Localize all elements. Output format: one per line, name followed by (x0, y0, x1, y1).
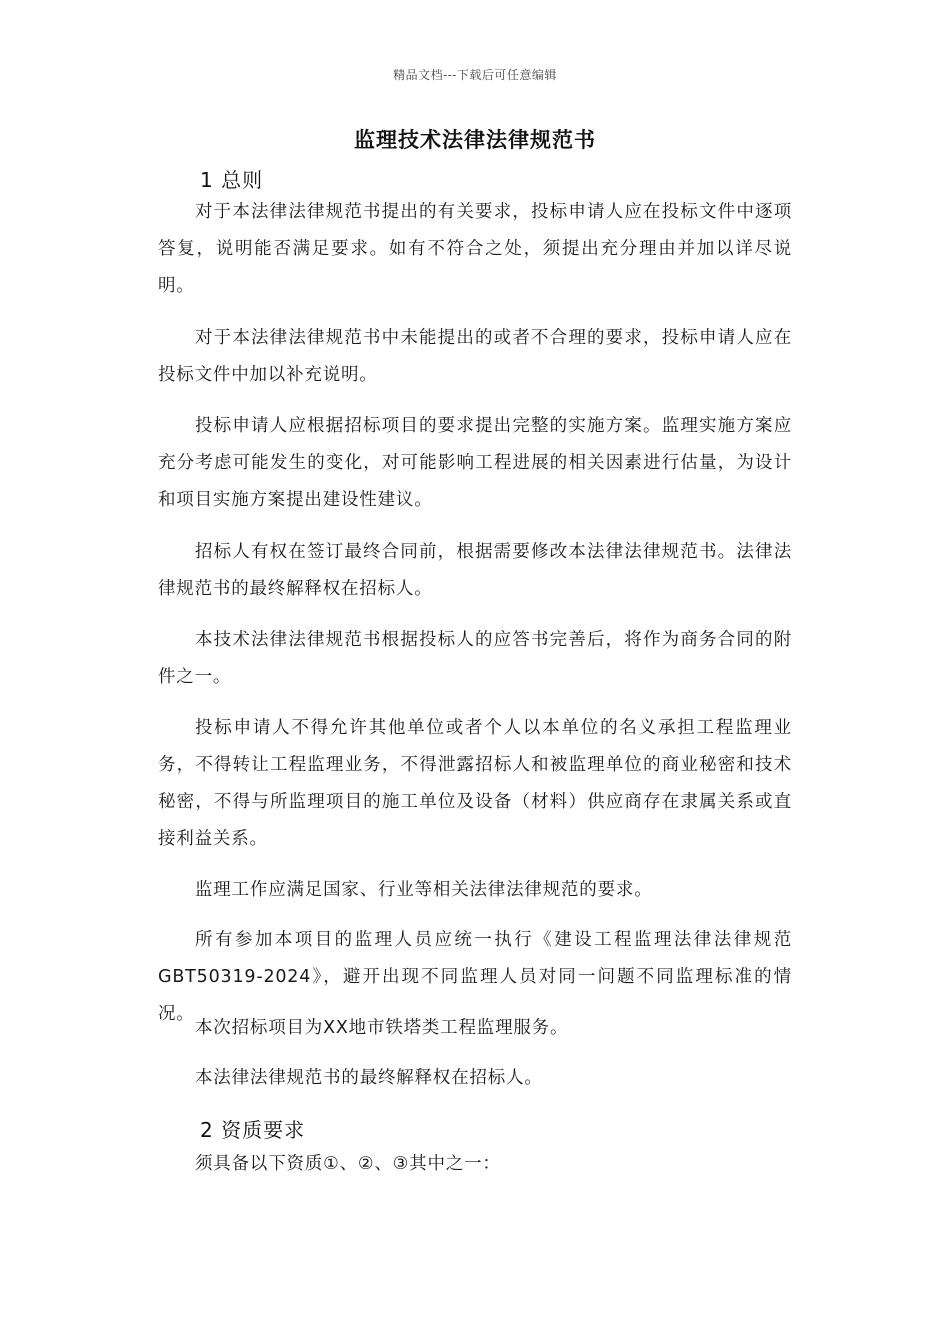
document-title: 监理技术法律法律规范书 (354, 128, 596, 152)
paragraph-3: 投标申请人应根据招标项目的要求提出完整的实施方案。监理实施方案应充分考虑可能发生的变化，对可能影响工程进展的相关因素进行估量，为设计和项目实施方案提出建设性建议。 (158, 416, 792, 510)
paragraph-10: 本法律法律规范书的最终解释权在招标人。 (195, 1068, 543, 1088)
paragraph-5: 本技术法律法律规范书根据投标人的应答书完善后，将作为商务合同的附件之一。 (158, 630, 792, 687)
header-note: 精品文档---下载后可任意编辑 (393, 68, 557, 82)
paragraph-6: 投标申请人不得允许其他单位或者个人以本单位的名义承担工程监理业务，不得转让工程监理业务，不得泄露招标人和被监理单位的商业秘密和技术秘密，不得与所监理项目的施工单位及设备（材料）供应商存在隶属关系或直接利益关系。 (158, 718, 792, 849)
paragraph-1: 对于本法律法律规范书提出的有关要求，投标申请人应在投标文件中逐项答复，说明能否满足要求。如有不符合之处，须提出充分理由并加以详尽说明。 (158, 202, 792, 296)
paragraph-4: 招标人有权在签订最终合同前，根据需要修改本法律法律规范书。法律法律规范书的最终解释权在招标人。 (158, 542, 792, 599)
paragraph-7: 监理工作应满足国家、行业等相关法律法律规范的要求。 (195, 880, 653, 900)
paragraph-2: 对于本法律法律规范书中未能提出的或者不合理的要求，投标申请人应在投标文件中加以补充说明。 (158, 328, 792, 385)
paragraph-9: 本次招标项目为XX地市铁塔类工程监理服务。 (195, 1018, 569, 1038)
section-heading-general: 1 总则 (200, 168, 264, 192)
section-heading-qualification: 2 资质要求 (200, 1118, 306, 1142)
paragraph-qualification-intro: 须具备以下资质①、②、③其中之一： (195, 1154, 501, 1174)
paragraph-8: 所有参加本项目的监理人员应统一执行《建设工程监理法律法律规范 GBT50319-2024》，避开出现不同监理人员对同一问题不同监理标准的情况。 (158, 930, 792, 1024)
